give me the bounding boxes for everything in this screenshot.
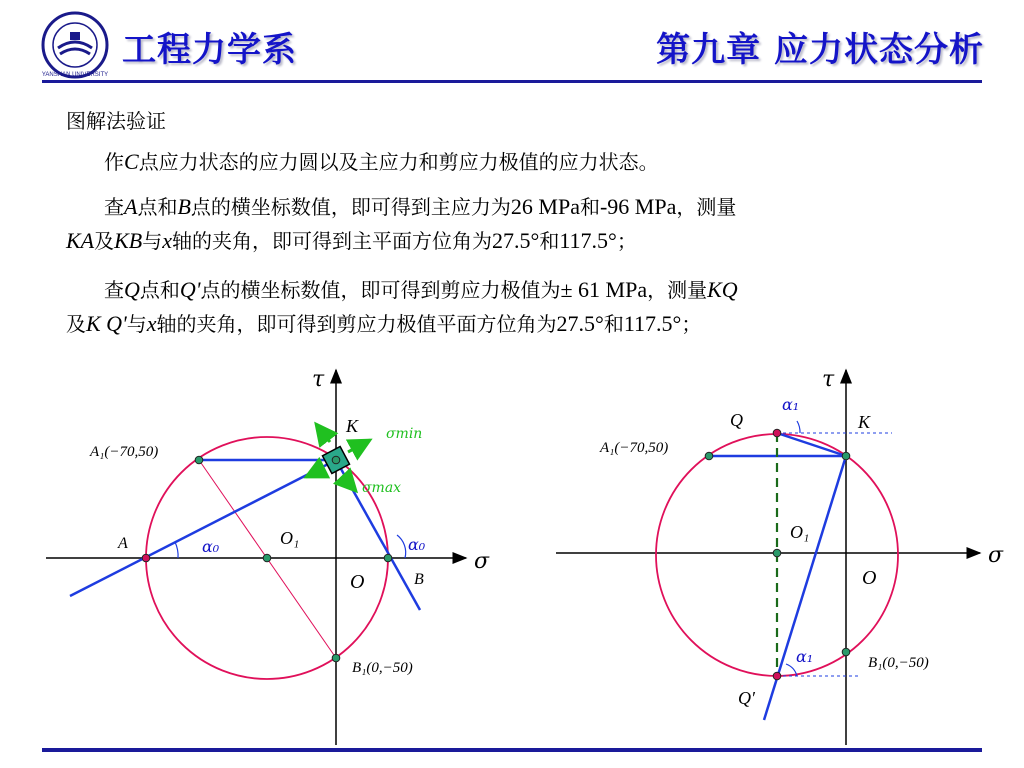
sigma-min-arrow-2 <box>348 440 370 452</box>
right-point-a1 <box>705 452 713 460</box>
right-q-prime-label: Q′ <box>738 688 755 708</box>
section-heading: 图解法验证 <box>66 109 166 133</box>
right-mohr-diagram <box>556 367 1004 745</box>
right-k-label: K <box>858 412 871 432</box>
left-point-b1 <box>332 654 340 662</box>
logo-text: YANSHAN UNIVERSITY <box>41 72 109 78</box>
left-o-label: O <box>350 571 365 593</box>
left-o1-label: O₁ <box>280 528 300 548</box>
right-qk-line <box>777 433 846 456</box>
left-point-b <box>384 554 392 562</box>
left-a-label: A <box>118 535 128 552</box>
paragraph-2-line-2: KA及KB与x轴的夹角，即可得到主平面方位角为27.5°和117.5°； <box>66 228 637 253</box>
footer-divider <box>42 748 982 752</box>
sigma-max-arrow-2 <box>343 477 356 491</box>
right-point-q-prime <box>773 672 781 680</box>
right-alpha1-label-bottom: α₁ <box>796 647 814 666</box>
left-sigma-label: σ <box>474 549 490 574</box>
left-b-label: B <box>414 571 424 588</box>
left-mohr-diagram <box>46 367 490 745</box>
left-alpha0-arc-b <box>397 535 406 558</box>
right-q-label: Q <box>730 410 743 430</box>
left-point-a <box>142 554 150 562</box>
paragraph-3-line-2: 及K Q'与x轴的夹角，即可得到剪应力极值平面方位角为27.5°和117.5°； <box>66 311 702 336</box>
paragraph-3-line-1: 查Q点和Q'点的横坐标数值，即可得到剪应力极值为± 61 MPa，测量KQ <box>104 277 738 302</box>
left-k-label: K <box>346 416 359 436</box>
left-alpha0-label-b: α₀ <box>408 535 426 554</box>
left-point-o1 <box>263 554 271 562</box>
sigma-min-label: σmin <box>386 426 423 442</box>
right-point-q <box>773 429 781 437</box>
left-point-k <box>332 456 340 464</box>
left-a1-label: A₁(−70,50) <box>90 444 159 460</box>
right-tau-label: τ <box>822 367 835 392</box>
right-alpha1-label-top: α₁ <box>782 395 800 414</box>
sigma-min-arrow-1 <box>316 424 330 442</box>
right-o-label: O <box>862 567 877 589</box>
right-alpha1-arc-top <box>797 421 800 433</box>
left-alpha0-label-a: α₀ <box>202 537 220 556</box>
left-point-a1 <box>195 456 203 464</box>
sigma-max-label: σmax <box>362 480 402 496</box>
right-point-o1 <box>773 549 781 557</box>
chapter-title: 第九章 应力状态分析 <box>656 30 984 70</box>
right-point-k <box>842 452 850 460</box>
paragraph-2-line-1: 查A点和B点的横坐标数值，即可得到主应力为26 MPa和-96 MPa，测量 <box>104 194 737 219</box>
left-tau-label: τ <box>312 367 325 392</box>
right-b1-label: B₁(0,−50) <box>868 655 929 671</box>
paragraph-1: 作C点应力状态的应力圆以及主应力和剪应力极值的应力状态。 <box>104 149 659 174</box>
right-sigma-label: σ <box>988 543 1004 568</box>
department-title: 工程力学系 <box>122 30 297 70</box>
right-a1-label: A₁(−70,50) <box>600 440 669 456</box>
left-alpha0-arc-a <box>175 542 178 558</box>
right-point-b1 <box>842 648 850 656</box>
left-b1-label: B₁(0,−50) <box>352 660 413 676</box>
right-o1-label: O₁ <box>790 522 810 542</box>
